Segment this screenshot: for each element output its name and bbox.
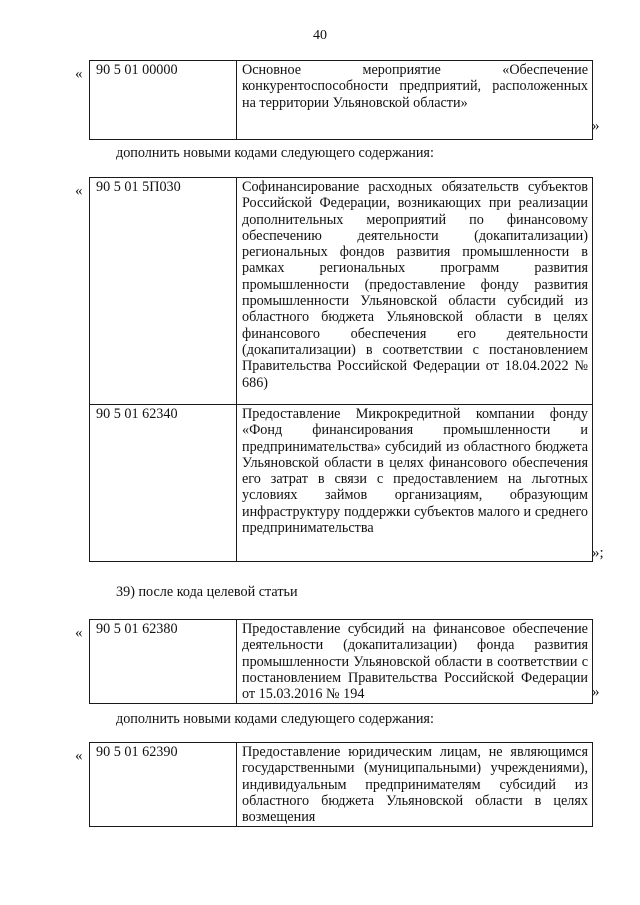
target-description: Предоставление субсидий на финансовое обеспечение деятельности (докапитализации) фонда развития промышленности Ульяновской области в соответствии с постановлением Правительства Российской Федерации от 15.03.2016 № 194	[237, 620, 593, 704]
instruction-paragraph: дополнить новыми кодами следующего содержания:	[116, 145, 434, 161]
target-code: 90 5 01 00000	[90, 61, 237, 140]
table-row	[90, 743, 593, 827]
target-description: Основное мероприятие «Обеспечение конкурентоспособности предприятий, расположенных на территории Ульяновской области»	[237, 61, 593, 140]
target-code: 90 5 01 62340	[90, 405, 237, 562]
closing-quote: »	[592, 684, 600, 700]
table-row	[90, 61, 593, 140]
instruction-paragraph: 39) после кода целевой статьи	[116, 584, 298, 600]
opening-quote: «	[75, 66, 83, 82]
opening-quote: «	[75, 748, 83, 764]
table-row	[90, 620, 593, 704]
opening-quote: «	[75, 183, 83, 199]
target-code: 90 5 01 62380	[90, 620, 237, 704]
target-description: Софинансирование расходных обязательств субъектов Российской Федерации, возникающих при реализации дополнительных мероприятий по финансовому обеспечению деятельности (докапитализации) региональных фондов развития промышленности в рамках региональных программ развития промышленности (предоставление фонду развития промышленности Ульяновской области субсидий из областного бюджета Ульяновской области в целях финансового обеспечения его деятельности (докапитализации) в соответствии с постановлением Правительства Российской Федерации от 18.04.2022 № 686)	[237, 178, 593, 405]
target-description: Предоставление Микрокредитной компании фонду «Фонд финансирования промышленности и предпринимательства» субсидий из областного бюджета Ульяновской области в целях финансового обеспечения его затрат в связи с предоставлением на льготных условиях займов организациям, образующим инфраструктуру поддержки субъектов малого и среднего предпринимательства	[237, 405, 593, 562]
page-number: 40	[313, 28, 327, 43]
target-code: 90 5 01 5П030	[90, 178, 237, 405]
table-row	[90, 178, 593, 405]
code-table	[89, 60, 593, 140]
code-table	[89, 177, 593, 562]
target-code: 90 5 01 62390	[90, 743, 237, 827]
table-row	[90, 405, 593, 562]
instruction-paragraph: дополнить новыми кодами следующего содержания:	[116, 711, 434, 727]
target-description: Предоставление юридическим лицам, не являющимся государственными (муниципальными) учреждениями), индивидуальным предпринимателям субсидий из областного бюджета Ульяновской области в целях возмещения	[237, 743, 593, 827]
opening-quote: «	[75, 625, 83, 641]
closing-quote: »	[592, 118, 600, 134]
code-table	[89, 619, 593, 704]
closing-quote: »;	[592, 545, 604, 561]
code-table	[89, 742, 593, 827]
